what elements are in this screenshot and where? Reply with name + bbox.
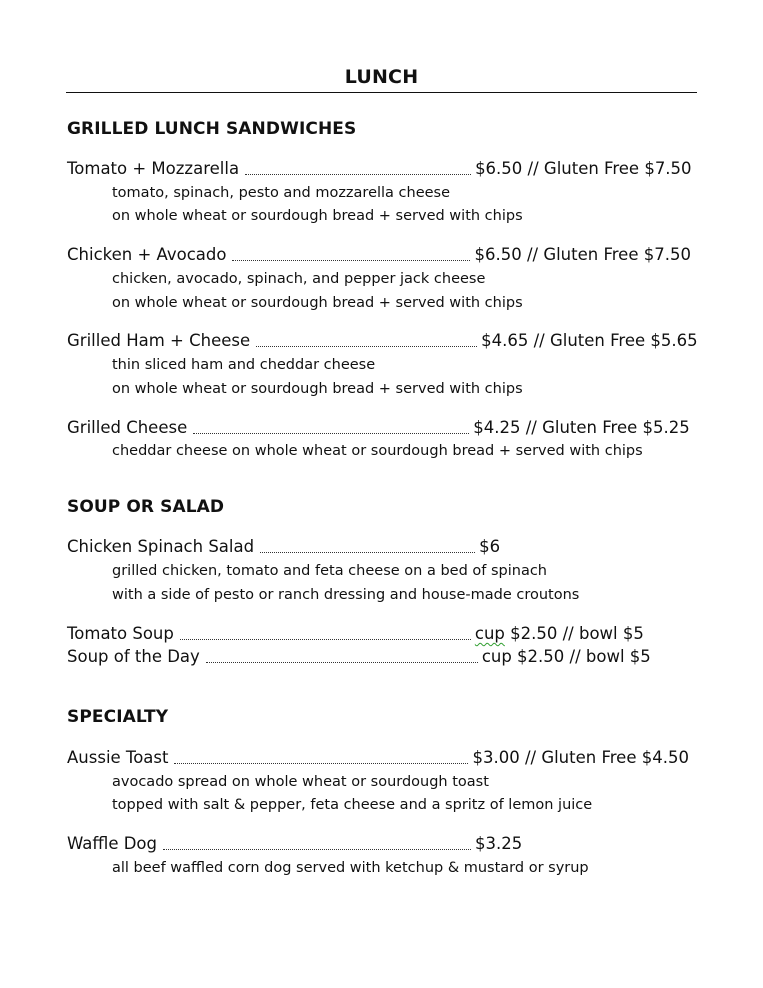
item-name: Tomato + Mozzarella	[67, 159, 240, 178]
item-name: Grilled Ham + Cheese	[67, 331, 251, 350]
item-name: Chicken + Avocado	[67, 245, 227, 264]
item-price: $3.00 // Gluten Free $4.50	[472, 748, 689, 767]
menu-item-tomato-soup	[67, 624, 644, 646]
dot-leader	[206, 662, 478, 663]
item-name: Aussie Toast	[67, 748, 169, 767]
item-price: cup $2.50 // bowl $5	[481, 647, 651, 666]
dot-leader	[180, 639, 471, 640]
item-price: $6.50 // Gluten Free $7.50	[475, 159, 692, 178]
dot-leader	[245, 174, 471, 175]
item-name: Waffle Dog	[67, 834, 157, 853]
item-description: tomato, spinach, pesto and mozzarella cheese	[112, 185, 451, 201]
item-price: $6.50 // Gluten Free $7.50	[474, 245, 691, 264]
dot-leader	[256, 346, 477, 347]
item-price: $3.25	[475, 834, 523, 853]
item-description: on whole wheat or sourdough bread + served with chips	[112, 208, 523, 224]
item-name: Grilled Cheese	[67, 418, 188, 437]
menu-item-tomato-mozzarella	[67, 159, 692, 181]
item-description: on whole wheat or sourdough bread + served with chips	[112, 295, 523, 311]
item-description: cheddar cheese on whole wheat or sourdough bread + served with chips	[112, 443, 643, 459]
dot-leader	[163, 849, 471, 850]
item-description: avocado spread on whole wheat or sourdough toast	[112, 774, 489, 790]
menu-item-grilled-cheese	[67, 418, 690, 440]
menu-item-soup-of-the-day	[67, 647, 651, 669]
item-description: grilled chicken, tomato and feta cheese on a bed of spinach	[112, 563, 547, 579]
spellcheck-underline-word: cup	[474, 624, 505, 643]
item-description: with a side of pesto or ranch dressing and house-made croutons	[112, 587, 580, 603]
menu-item-aussie-toast	[67, 748, 689, 770]
item-description: topped with salt & pepper, feta cheese and a spritz of lemon juice	[112, 797, 593, 813]
title-divider	[66, 92, 697, 93]
item-description: thin sliced ham and cheddar cheese	[112, 357, 376, 373]
item-price-rest: $2.50 // bowl $5	[504, 624, 644, 643]
item-description: chicken, avocado, spinach, and pepper jack cheese	[112, 271, 486, 287]
menu-item-grilled-ham-cheese	[67, 331, 698, 353]
dot-leader	[260, 552, 475, 553]
item-price: $6	[479, 537, 501, 556]
item-price: $4.25 // Gluten Free $5.25	[473, 418, 690, 437]
item-description: all beef waffled corn dog served with ketchup & mustard or syrup	[112, 860, 589, 876]
dot-leader	[193, 433, 469, 434]
item-name: Soup of the Day	[67, 647, 200, 666]
page-title: LUNCH	[344, 66, 419, 88]
section-heading-soup-salad: SOUP OR SALAD	[67, 497, 225, 517]
section-heading-specialty: SPECIALTY	[67, 707, 169, 727]
menu-item-chicken-spinach-salad	[67, 537, 500, 559]
dot-leader	[232, 260, 470, 261]
menu-item-chicken-avocado	[67, 245, 691, 267]
item-description: on whole wheat or sourdough bread + served with chips	[112, 381, 523, 397]
item-price: $4.65 // Gluten Free $5.65	[481, 331, 698, 350]
dot-leader	[174, 763, 468, 764]
section-heading-sandwiches: GRILLED LUNCH SANDWICHES	[67, 119, 357, 139]
menu-item-waffle-dog	[67, 834, 522, 856]
item-name: Tomato Soup	[67, 624, 174, 643]
item-name: Chicken Spinach Salad	[67, 537, 255, 556]
item-price	[475, 624, 644, 643]
